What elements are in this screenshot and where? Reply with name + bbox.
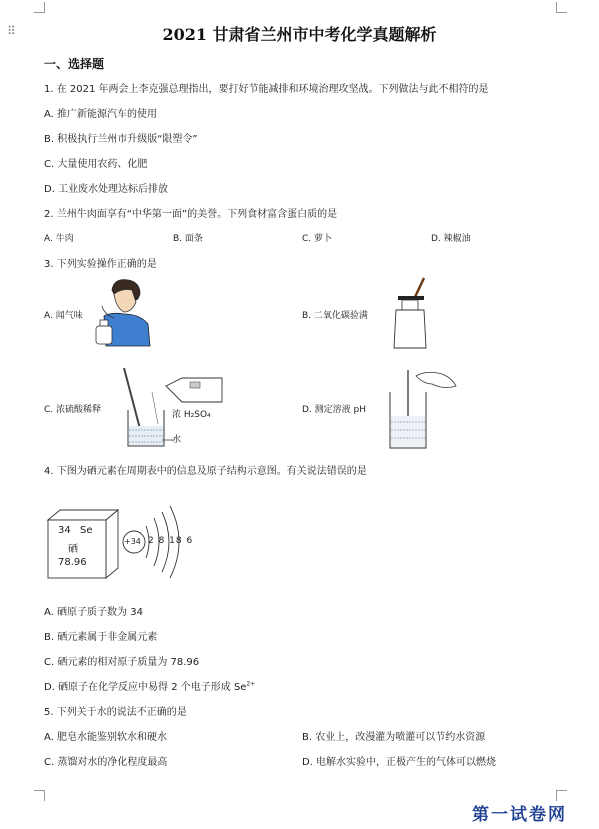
nucleus-charge: +34: [124, 537, 141, 546]
crop-mark-top-left: [34, 2, 45, 13]
q5-option-b: B. 农业上，改漫灌为喷灌可以节约水资源: [302, 732, 486, 743]
q1-option-b: B. 积极执行兰州市升级版“限塑令”: [44, 134, 198, 145]
element-tile-figure: [46, 508, 120, 580]
section-heading: 一、选择题: [44, 57, 105, 71]
q3-stem: 3. 下列实验操作正确的是: [44, 259, 157, 270]
q2-option-d: D. 辣椒油: [431, 234, 471, 244]
q4-option-d: [44, 678, 255, 693]
q5-option-a: A. 肥皂水能鉴别软水和硬水: [44, 732, 168, 743]
q4-stem: 4. 下图为硒元素在周期表中的信息及原子结构示意图。有关说法错误的是: [44, 466, 367, 477]
q4-option-a: A. 硒原子质子数为 34: [44, 607, 143, 618]
q3-option-d: D. 测定溶液 pH: [302, 405, 366, 415]
q5-option-c: C. 蒸馏对水的净化程度最高: [44, 757, 168, 768]
q4-option-c: C. 硒元素的相对原子质量为 78.96: [44, 657, 200, 668]
element-atomic-mass: 78.96: [58, 557, 87, 568]
element-atomic-number: 34: [58, 525, 71, 536]
q3-option-b: B. 二氧化碳验满: [302, 311, 368, 321]
q3-option-c: C. 浓硫酸稀释: [44, 405, 102, 415]
q5-option-d: D. 电解水实验中，正极产生的气体可以燃烧: [302, 757, 497, 768]
q2-option-c: C. 萝卜: [302, 234, 333, 244]
q2-option-a: A. 牛肉: [44, 234, 74, 244]
q4-option-d-text: D. 硒原子在化学反应中易得 2 个电子形成 Se: [44, 682, 247, 693]
crop-mark-bottom-left: [34, 790, 45, 801]
drag-handle-icon[interactable]: ⠿: [7, 24, 15, 38]
watermark-logo: 第一试卷网: [472, 805, 567, 825]
smelling-figure: [92, 276, 154, 348]
electron-shells: 2 8 18 6: [148, 536, 194, 546]
crop-mark-top-right: [556, 2, 567, 13]
element-symbol: Se: [80, 525, 93, 536]
label-water: 水: [172, 435, 182, 445]
document-title: 2021 甘肃省兰州市中考化学真题解析: [162, 25, 437, 44]
ph-test-figure: [386, 368, 458, 450]
label-conc-h2so4: 浓 H₂SO₄: [172, 410, 211, 420]
co2-test-figure: [390, 276, 434, 350]
water-leader-line: [162, 438, 174, 442]
q5-stem: 5. 下列关于水的说法不正确的是: [44, 707, 187, 718]
q2-stem: 2. 兰州牛肉面享有“中华第一面”的美誉。下列食材富含蛋白质的是: [44, 209, 338, 220]
q1-stem: 1. 在 2021 年两会上李克强总理指出，要打好节能减排和环境治理攻坚战。下列做法与此不相符的是: [44, 84, 489, 95]
q2-option-b: B. 面条: [173, 234, 203, 244]
q3-option-a: A. 闻气味: [44, 311, 83, 321]
element-name: 硒: [68, 544, 78, 555]
q1-option-a: A. 推广新能源汽车的使用: [44, 109, 158, 120]
q4-option-b: B. 硒元素属于非金属元素: [44, 632, 158, 643]
q1-option-d: D. 工业废水处理达标后排放: [44, 184, 169, 195]
ion-charge: 2+: [246, 680, 256, 688]
q1-option-c: C. 大量使用农药、化肥: [44, 159, 148, 170]
